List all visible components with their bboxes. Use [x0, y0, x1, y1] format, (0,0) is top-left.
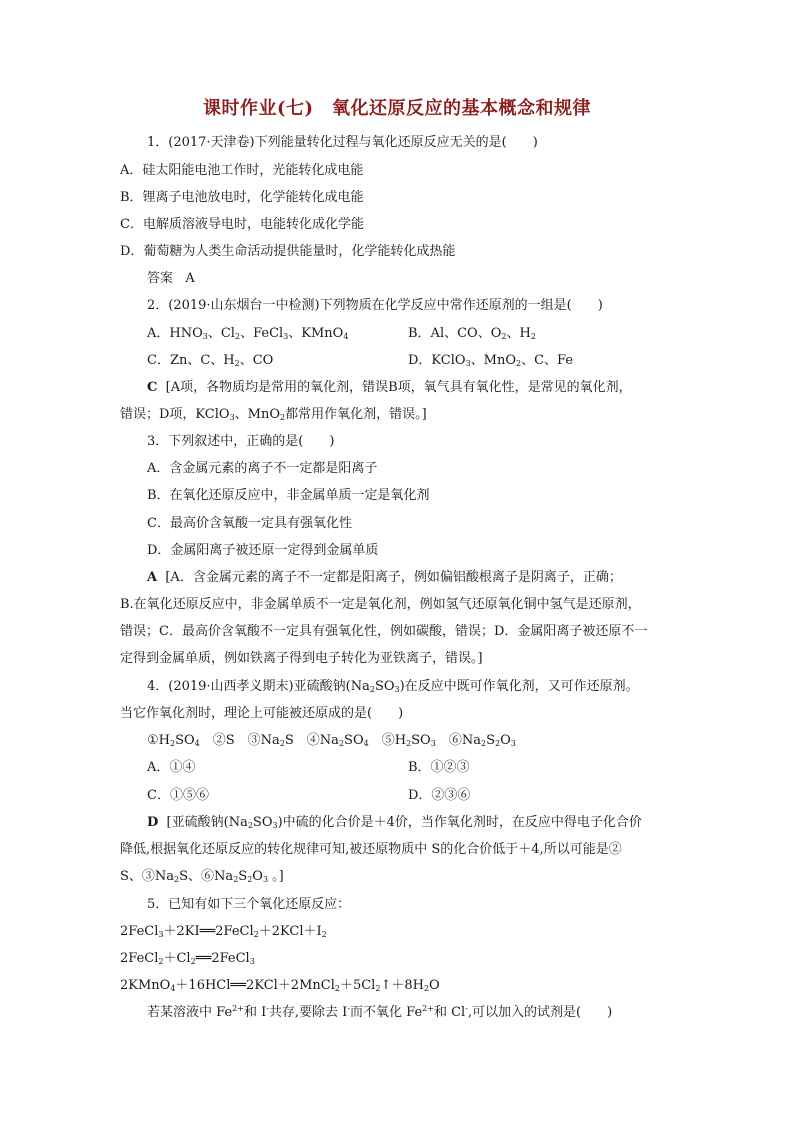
- q2-option-b: B．Al、CO、$O_2$、$H_2$: [408, 326, 536, 341]
- q5-reaction-2: $2FeCl_2+Cl_2══2FeCl_3$: [120, 951, 255, 966]
- q2-option-a: A．$HNO_3$、$Cl_2$、FeCl$_3$、KMnO$_4$: [147, 326, 349, 341]
- q5-reaction-1: $2FeCl_3+2KI══2FeCl_2+2KCl+I_2$: [120, 924, 327, 939]
- q4-stem-line2: 当它作氧化剂时，理论上可能被还原成的是( ): [120, 706, 404, 721]
- q2-answer: C: [147, 380, 158, 395]
- q4-stem-line1: 4．(2019·山西孝义期末)亚硫酸钠$(Na_2SO_3)$在反应中既可作氧化剂，又可作还原剂。: [147, 679, 639, 694]
- q5-stem: 5．已知有如下三个氧化还原反应：: [147, 897, 351, 912]
- q5-reaction-3: $2KMnO_4+16HCl══2KCl+2MnCl_2+5Cl_2↑+8H_2O$: [120, 978, 440, 993]
- q4-option-c: C．①⑤⑥: [147, 788, 209, 803]
- q3-answer: A: [147, 570, 158, 585]
- q4-explanation-line2: 降低,根据氧化还原反应的转化规律可知,被还原物质中 S的化合价低于＋4,所以可能是②: [120, 842, 622, 857]
- q4-explanation-line3: S、$③Na_2S$、$⑥Na_2S_2O_3$ 。]: [120, 869, 284, 884]
- q2-option-d: D．KClO$_3$、MnO$_2$、C、Fe: [408, 353, 574, 368]
- q5-question: 若某溶液中 $Fe^{2+}$和 I-共存,要除去 I-而不氧化 $Fe^{2+}$和 Cl-,可以加入的试剂是( ): [147, 1004, 613, 1020]
- q3-option-b: B．在氧化还原反应中，非金属单质一定是氧化剂: [147, 488, 430, 503]
- q3-explanation-line3: 错误；C．最高价含氧酸不一定具有强氧化性，例如碳酸，错误；D．金属阳离子被还原不一: [120, 624, 648, 639]
- q3-explanation-line4: 定得到金属单质，例如铁离子得到电子转化为亚铁离子，错误。]: [120, 651, 483, 666]
- q3-option-d: D．金属阳离子被还原一定得到金属单质: [147, 543, 379, 558]
- q1-option-a: A．硅太阳能电池工作时，光能转化成电能: [120, 163, 364, 178]
- page-title: 课时作业(七) 氧化还原反应的基本概念和规律: [202, 98, 592, 119]
- q3-explanation-line1: A [A．含金属元素的离子不一定都是阳离子，例如偏铝酸根离子是阴离子，正确；: [147, 570, 622, 585]
- q3-explanation-line2: B.在氧化还原反应中，非金属单质不一定是氧化剂，例如氢气还原氧化铜中氢气是还原剂，: [120, 597, 641, 612]
- q2-stem: 2．(2019·山东烟台一中检测)下列物质在化学反应中常作还原剂的一组是( ): [147, 298, 603, 313]
- q1-option-c: C．电解质溶液导电时，电能转化成化学能: [120, 217, 364, 232]
- q4-answer: D: [147, 815, 159, 830]
- q3-stem: 3．下列叙述中，正确的是( ): [147, 434, 335, 449]
- q4-items: $①H_2SO_4$ ②S $③Na_2S$ $④Na_2SO_4$ $⑤H_2SO_3$ $⑥Na_2S_2O_3$: [147, 733, 516, 748]
- q3-option-a: A．含金属元素的离子不一定都是阳离子: [147, 461, 378, 476]
- q1-answer-value: A: [185, 271, 195, 286]
- q1-option-b: B．锂离子电池放电时，化学能转化成电能: [120, 190, 364, 205]
- q3-option-c: C．最高价含氧酸一定具有强氧化性: [147, 516, 352, 531]
- q4-explanation-line1: D [亚硫酸钠$(Na_2SO_3)$中硫的化合价是＋4价，当作氧化剂时，在反应中得电子化合价: [147, 815, 642, 830]
- q1-stem: 1．(2017·天津卷)下列能量转化过程与氧化还原反应无关的是( ): [147, 135, 538, 150]
- q1-option-d: D．葡萄糖为人类生命活动提供能量时，化学能转化成热能: [120, 244, 456, 259]
- q1-answer-label: 答案: [147, 271, 174, 286]
- q2-explanation-line1: C [A项，各物质均是常用的氧化剂，错误B项，氧气具有氧化性，是常见的氧化剂，: [147, 380, 632, 395]
- q2-explanation-line2: 错误；D项，KClO$_3$、MnO$_2$都常用作氧化剂，错误。]: [120, 407, 427, 422]
- q4-option-b: B．①②③: [408, 760, 470, 775]
- q2-option-c: C．Zn、C、$H_2$、CO: [147, 353, 274, 368]
- q4-option-a: A．①④: [147, 760, 196, 775]
- q1-answer: [147, 271, 195, 287]
- q4-option-d: D．②③⑥: [408, 788, 471, 803]
